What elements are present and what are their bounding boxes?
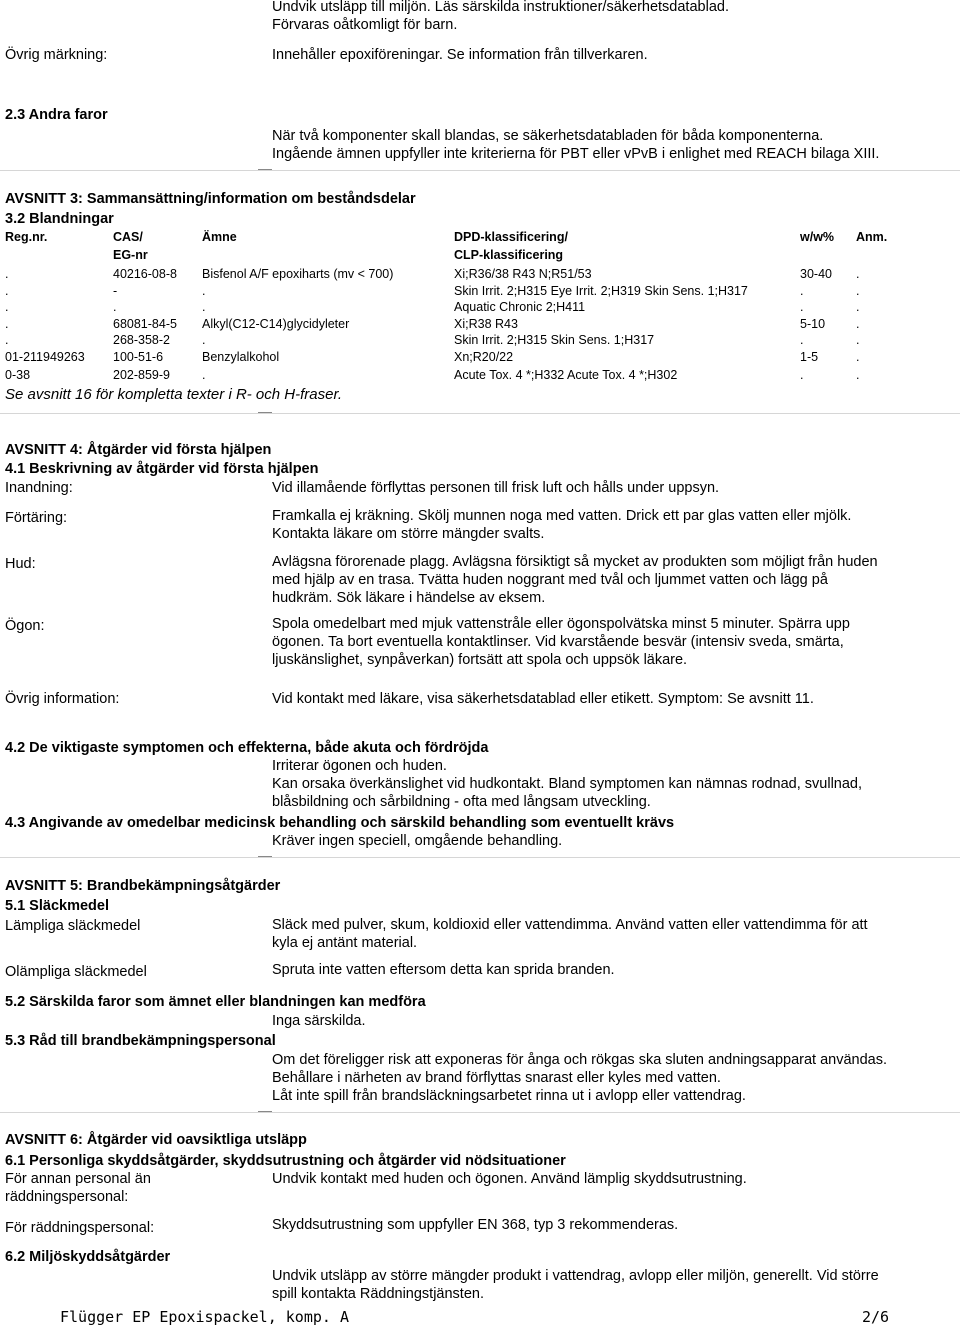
table-cell: Aquatic Chronic 2;H411 — [454, 300, 586, 314]
table-cell: . — [856, 368, 860, 382]
table-cell: . — [202, 368, 206, 382]
table-cell: . — [856, 300, 860, 314]
hud-line-1: Avlägsna förorenade plagg. Avlägsna försiktigt så mycket av produkten som möjligt från huden — [272, 554, 878, 570]
section-2-3-heading: 2.3 Andra faror — [5, 107, 108, 123]
table-cell: Skin Irrit. 2;H315 Skin Sens. 1;H317 — [454, 333, 655, 347]
ovrig-info-text: Vid kontakt med läkare, visa säkerhetsdatablad eller etikett. Symptom: Se avsnitt 11. — [272, 691, 814, 707]
s62-line-1: Undvik utsläpp av större mängder produkt i vattendrag, avlopp eller miljön, generellt. Vid större — [272, 1268, 879, 1284]
table-cell: . — [856, 267, 860, 281]
col-header-cas: CAS/ — [113, 230, 143, 244]
s43-line-1: Kräver ingen speciell, omgående behandling. — [272, 833, 563, 849]
section-6-1-heading: 6.1 Personliga skyddsåtgärder, skyddsutrustning och åtgärder vid nödsituationer — [5, 1153, 566, 1169]
table-cell: 40216-08-8 — [113, 267, 177, 281]
table-cell: 01-211949263 — [5, 350, 85, 364]
footer-page-number: 2/6 — [862, 1308, 890, 1326]
table-cell: . — [800, 284, 804, 298]
table-cell: Bisfenol A/F epoxiharts (mv < 700) — [202, 267, 394, 281]
section-5-1-heading: 5.1 Släckmedel — [5, 898, 109, 914]
ogon-line-1: Spola omedelbart med mjuk vattenstråle eller ögonspolvätska minst 5 minuter. Spärra upp — [272, 616, 850, 632]
table-cell: 30-40 — [800, 267, 832, 281]
s42-line-2: Kan orsaka överkänslighet vid hudkontakt. Bland symptomen kan nämnas rodnad, svullnad, — [272, 776, 863, 792]
annan-personal-label-2: räddningspersonal: — [5, 1189, 129, 1205]
divider — [0, 1112, 960, 1113]
footer-product: Flügger EP Epoxispackel, komp. A — [60, 1308, 349, 1326]
section-4-heading: AVSNITT 4: Åtgärder vid första hjälpen — [5, 442, 272, 458]
s53-line-2: Behållare i närheten av brand förflyttas snarast eller kyles med vatten. — [272, 1070, 721, 1086]
divider — [0, 413, 960, 414]
table-cell: Skin Irrit. 2;H315 Eye Irrit. 2;H319 Skin Sens. 1;H317 — [454, 284, 748, 298]
section-5-3-heading: 5.3 Råd till brandbekämpningspersonal — [5, 1033, 276, 1049]
lampliga-line-2: kyla ej antänt material. — [272, 935, 418, 951]
table-cell: - — [113, 284, 118, 298]
table-cell: . — [202, 284, 206, 298]
annan-personal-label-1: För annan personal än — [5, 1171, 151, 1187]
section-5-2-heading: 5.2 Särskilda faror som ämnet eller blandningen kan medföra — [5, 994, 426, 1010]
table-note: Se avsnitt 16 för kompletta texter i R- och H-fraser. — [5, 386, 343, 403]
s23-line-1: När två komponenter skall blandas, se säkerhetsdatabladen för båda komponenterna. — [272, 128, 824, 144]
table-cell: Alkyl(C12-C14)glycidyleter — [202, 317, 350, 331]
ogon-line-2: ögonen. Ta bort eventuella kontaktlinser. Vid kvarstående besvär (intensiv sveda, smärta, — [272, 634, 844, 650]
hud-label: Hud: — [5, 556, 36, 572]
table-cell: Xi;R38 R43 — [454, 317, 518, 331]
table-cell: 68081-84-5 — [113, 317, 177, 331]
col-header-eg: EG-nr — [113, 248, 148, 262]
ogon-line-3: ljuskänslighet, synpåverkan) fortsätt att spola och uppsök läkare. — [272, 652, 688, 668]
hud-line-3: hudkräm. Sök läkare i händelse av eksem. — [272, 590, 546, 606]
table-cell: 268-358-2 — [113, 333, 170, 347]
s53-line-1: Om det föreligger risk att exponeras för ånga och rökgas ska sluten andningsapparat användas. — [272, 1052, 888, 1068]
fortaring-label: Förtäring: — [5, 510, 68, 526]
section-6-heading: AVSNITT 6: Åtgärder vid oavsiktliga utsläpp — [5, 1132, 307, 1148]
section-4-3-heading: 4.3 Angivande av omedelbar medicinsk behandling och särskild behandling som eventuellt krävs — [5, 815, 675, 831]
table-cell: . — [856, 284, 860, 298]
divider — [0, 857, 960, 858]
table-cell: . — [202, 300, 206, 314]
table-cell: . — [5, 300, 9, 314]
table-cell: 0-38 — [5, 368, 31, 382]
section-5-heading: AVSNITT 5: Brandbekämpningsåtgärder — [5, 878, 281, 894]
col-header-dpd: DPD-klassificering/ — [454, 230, 568, 244]
col-header-amne: Ämne — [202, 230, 237, 244]
table-cell: Benzylalkohol — [202, 350, 280, 364]
annan-personal-text: Undvik kontakt med huden och ögonen. Använd lämplig skyddsutrustning. — [272, 1171, 747, 1187]
col-header-anm: Anm. — [856, 230, 888, 244]
table-cell: 202-859-9 — [113, 368, 170, 382]
section-4-2-heading: 4.2 De viktigaste symptomen och effekterna, både akuta och fördröjda — [5, 740, 489, 756]
ovrig-marking-text: Innehåller epoxiföreningar. Se information från tillverkaren. — [272, 47, 648, 63]
section-6-2-heading: 6.2 Miljöskyddsåtgärder — [5, 1249, 171, 1265]
table-cell: . — [800, 300, 804, 314]
s42-line-1: Irriterar ögonen och huden. — [272, 758, 447, 774]
table-cell: . — [202, 333, 206, 347]
table-cell: . — [856, 333, 860, 347]
ovrig-info-label: Övrig information: — [5, 691, 120, 707]
hud-line-2: med hjälp av en trasa. Tvätta huden noggrant med tvål och ljummet vatten och lägg på — [272, 572, 828, 588]
s53-line-3: Låt inte spill från brandsläckningsarbetet rinna ut i avlopp eller vattendrag. — [272, 1088, 746, 1104]
section-4-1-heading: 4.1 Beskrivning av åtgärder vid första hjälpen — [5, 461, 319, 477]
table-cell: . — [5, 284, 9, 298]
table-cell: . — [856, 350, 860, 364]
divider — [0, 170, 960, 171]
lampliga-line-1: Släck med pulver, skum, koldioxid eller vattendimma. Använd vatten eller vattendimma för att — [272, 917, 868, 933]
fortaring-line-1: Framkalla ej kräkning. Skölj munnen noga med vatten. Drick ett par glas vatten eller mjölk. — [272, 508, 852, 524]
top-line-2: Förvaras oåtkomligt för barn. — [272, 17, 458, 33]
s42-line-3: blåsbildning och sårbildning - ofta med långsam utveckling. — [272, 794, 651, 810]
olampliga-text: Spruta inte vatten eftersom detta kan sprida branden. — [272, 962, 615, 978]
inandning-label: Inandning: — [5, 480, 73, 496]
table-cell: 5-10 — [800, 317, 826, 331]
table-cell: . — [5, 267, 9, 281]
raddning-label: För räddningspersonal: — [5, 1220, 155, 1236]
col-header-ww: w/w% — [800, 230, 835, 244]
table-cell: Xn;R20/22 — [454, 350, 514, 364]
s52-line-1: Inga särskilda. — [272, 1013, 366, 1029]
table-cell: . — [800, 368, 804, 382]
col-header-reg: Reg.nr. — [5, 230, 48, 244]
raddning-text: Skyddsutrustning som uppfyller EN 368, typ 3 rekommenderas. — [272, 1217, 679, 1233]
olampliga-label: Olämpliga släckmedel — [5, 964, 147, 980]
top-line-1: Undvik utsläpp till miljön. Läs särskilda instruktioner/säkerhetsdatablad. — [272, 0, 729, 15]
lampliga-label: Lämpliga släckmedel — [5, 918, 141, 934]
s23-line-2: Ingående ämnen uppfyller inte kriterierna för PBT eller vPvB i enlighet med REACH bilaga XIII. — [272, 146, 880, 162]
table-cell: . — [113, 300, 117, 314]
table-cell: . — [5, 317, 9, 331]
table-cell: Xi;R36/38 R43 N;R51/53 — [454, 267, 592, 281]
inandning-text: Vid illamående förflyttas personen till frisk luft och hålls under uppsyn. — [272, 480, 720, 496]
table-cell: 100-51-6 — [113, 350, 164, 364]
table-cell: . — [856, 317, 860, 331]
table-cell: . — [800, 333, 804, 347]
fortaring-line-2: Kontakta läkare om större mängder svalts. — [272, 526, 545, 542]
table-cell: 1-5 — [800, 350, 819, 364]
ovrig-marking-label: Övrig märkning: — [5, 47, 108, 63]
table-cell: Acute Tox. 4 *;H332 Acute Tox. 4 *;H302 — [454, 368, 678, 382]
table-cell: . — [5, 333, 9, 347]
section-3-heading: AVSNITT 3: Sammansättning/information om beståndsdelar — [5, 191, 416, 207]
s62-line-2: spill kontakta Räddningstjänsten. — [272, 1286, 484, 1302]
ogon-label: Ögon: — [5, 618, 45, 634]
section-3-2-heading: 3.2 Blandningar — [5, 211, 114, 227]
col-header-clp: CLP-klassificering — [454, 248, 564, 262]
